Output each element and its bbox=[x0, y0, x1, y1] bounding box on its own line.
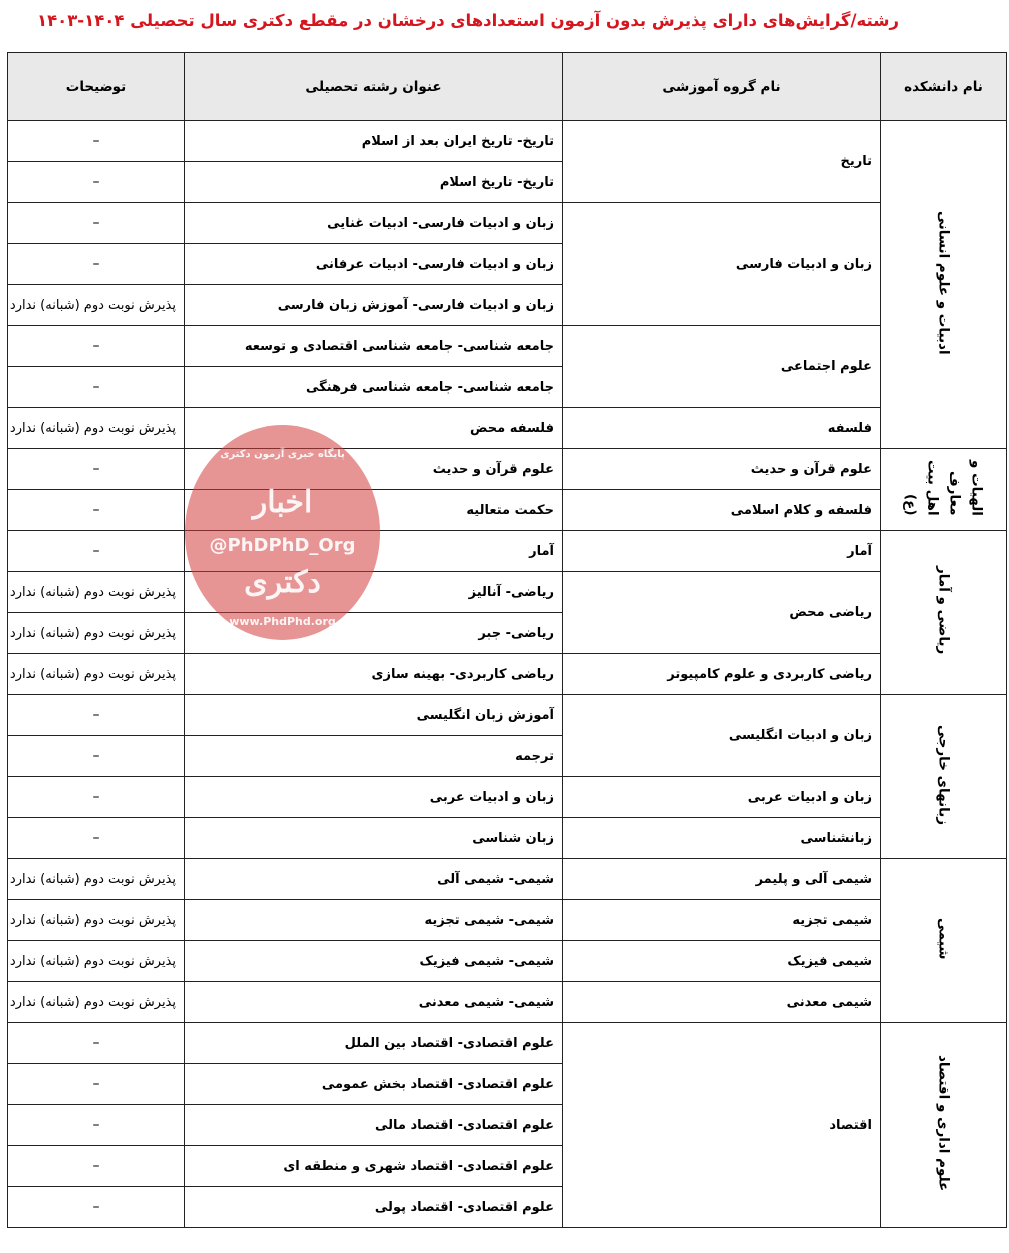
watermark-handle: @PhDPhD_Org bbox=[209, 535, 356, 556]
field-cell: علوم اقتصادی- اقتصاد بین الملل bbox=[185, 1023, 563, 1064]
watermark-site: www.PhdPhd.org bbox=[229, 615, 336, 628]
header-faculty: نام دانشکده bbox=[881, 53, 1007, 121]
note-cell: – bbox=[8, 449, 185, 490]
note-cell: پذیرش نوبت دوم (شبانه) ندارد bbox=[8, 941, 185, 982]
faculty-name-line: الهیات و bbox=[968, 459, 985, 516]
table-header-row bbox=[8, 53, 1007, 121]
table-row bbox=[8, 818, 1007, 859]
table-row bbox=[8, 900, 1007, 941]
faculty-name: شیمی bbox=[935, 917, 952, 960]
note-cell: – bbox=[8, 203, 185, 244]
note-cell: – bbox=[8, 326, 185, 367]
faculty-name: ریاضی و آمار bbox=[935, 566, 952, 655]
table-row bbox=[8, 982, 1007, 1023]
field-cell: جامعه شناسی- جامعه شناسی اقتصادی و توسعه bbox=[185, 326, 563, 367]
note-cell: پذیرش نوبت دوم (شبانه) ندارد bbox=[8, 285, 185, 326]
group-cell: ریاضی کاربردی و علوم کامپیوتر bbox=[563, 654, 881, 695]
faculty-cell bbox=[881, 121, 1007, 449]
field-cell: شیمی- شیمی تجزیه bbox=[185, 900, 563, 941]
field-cell: علوم اقتصادی- اقتصاد شهری و منطقه ای bbox=[185, 1146, 563, 1187]
group-cell: فلسفه bbox=[563, 408, 881, 449]
field-cell: شیمی- شیمی معدنی bbox=[185, 982, 563, 1023]
faculty-name: زبانهای خارجی bbox=[935, 724, 952, 825]
field-cell: زبان و ادبیات فارسی- ادبیات عرفانی bbox=[185, 244, 563, 285]
field-cell: تاریخ- تاریخ ایران بعد از اسلام bbox=[185, 121, 563, 162]
field-cell: شیمی- شیمی آلی bbox=[185, 859, 563, 900]
note-cell: پذیرش نوبت دوم (شبانه) ندارد bbox=[8, 654, 185, 695]
field-cell: ترجمه bbox=[185, 736, 563, 777]
page-title: رشته/گرایش‌های دارای پذیرش بدون آزمون استعدادهای درخشان در مقطع دکتری سال تحصیلی ۱۴۰۴-۱۴۰۳ bbox=[37, 11, 899, 30]
note-cell: پذیرش نوبت دوم (شبانه) ندارد bbox=[8, 572, 185, 613]
faculty-cell bbox=[881, 859, 1007, 1023]
faculty-cell bbox=[881, 449, 1007, 531]
note-cell: – bbox=[8, 777, 185, 818]
watermark-word2: دکتری bbox=[244, 565, 321, 600]
header-notes: توضیحات bbox=[8, 53, 185, 121]
note-cell: – bbox=[8, 1105, 185, 1146]
note-cell: – bbox=[8, 121, 185, 162]
group-cell: شیمی آلی و پلیمر bbox=[563, 859, 881, 900]
group-cell: زبان و ادبیات عربی bbox=[563, 777, 881, 818]
field-cell: زبان و ادبیات فارسی- ادبیات غنایی bbox=[185, 203, 563, 244]
faculty-name: علوم اداری و اقتصاد bbox=[935, 1054, 952, 1192]
group-cell: ریاضی محض bbox=[563, 572, 881, 654]
note-cell: – bbox=[8, 1064, 185, 1105]
note-cell: – bbox=[8, 162, 185, 203]
field-cell: زبان و ادبیات عربی bbox=[185, 777, 563, 818]
field-cell: ریاضی کاربردی- بهینه سازی bbox=[185, 654, 563, 695]
table-row bbox=[8, 859, 1007, 900]
faculty-name-line: اهل بیت bbox=[924, 459, 941, 516]
field-cell: آمار bbox=[185, 531, 563, 572]
faculty-name: ادبیات و علوم انسانی bbox=[935, 210, 952, 355]
table-row bbox=[8, 449, 1007, 490]
group-cell: تاریخ bbox=[563, 121, 881, 203]
note-cell: – bbox=[8, 1146, 185, 1187]
field-cell: حکمت متعالیه bbox=[185, 490, 563, 531]
field-cell: علوم اقتصادی- اقتصاد پولی bbox=[185, 1187, 563, 1228]
group-cell: اقتصاد bbox=[563, 1023, 881, 1228]
table-row bbox=[8, 777, 1007, 818]
note-cell: – bbox=[8, 244, 185, 285]
group-cell: شیمی تجزیه bbox=[563, 900, 881, 941]
note-cell: پذیرش نوبت دوم (شبانه) ندارد bbox=[8, 900, 185, 941]
note-cell: – bbox=[8, 818, 185, 859]
group-cell: علوم اجتماعی bbox=[563, 326, 881, 408]
faculty-cell bbox=[881, 1023, 1007, 1228]
note-cell: پذیرش نوبت دوم (شبانه) ندارد bbox=[8, 859, 185, 900]
group-cell: زبانشناسی bbox=[563, 818, 881, 859]
table-row bbox=[8, 1023, 1007, 1064]
watermark-top-text: پایگاه خبری آزمون دکتری bbox=[220, 449, 345, 460]
table-row bbox=[8, 572, 1007, 613]
faculty-name-line: معارف bbox=[946, 470, 963, 516]
note-cell: – bbox=[8, 531, 185, 572]
faculty-cell bbox=[881, 531, 1007, 695]
group-cell: آمار bbox=[563, 531, 881, 572]
field-cell: فلسفه محض bbox=[185, 408, 563, 449]
note-cell: پذیرش نوبت دوم (شبانه) ندارد bbox=[8, 613, 185, 654]
field-cell: علوم اقتصادی- اقتصاد مالی bbox=[185, 1105, 563, 1146]
table-row bbox=[8, 121, 1007, 162]
group-cell: شیمی فیزیک bbox=[563, 941, 881, 982]
group-cell: علوم قرآن و حدیث bbox=[563, 449, 881, 490]
header-field: عنوان رشته تحصیلی bbox=[185, 53, 563, 121]
note-cell: – bbox=[8, 490, 185, 531]
field-cell: تاریخ- تاریخ اسلام bbox=[185, 162, 563, 203]
note-cell: پذیرش نوبت دوم (شبانه) ندارد bbox=[8, 408, 185, 449]
table-row bbox=[8, 326, 1007, 367]
note-cell: – bbox=[8, 1023, 185, 1064]
group-cell: زبان و ادبیات انگلیسی bbox=[563, 695, 881, 777]
note-cell: – bbox=[8, 367, 185, 408]
faculty-name-line: (ع) bbox=[902, 493, 919, 516]
table-row bbox=[8, 531, 1007, 572]
table-row bbox=[8, 490, 1007, 531]
field-cell: زبان و ادبیات فارسی- آموزش زبان فارسی bbox=[185, 285, 563, 326]
field-cell: جامعه شناسی- جامعه شناسی فرهنگی bbox=[185, 367, 563, 408]
table-row bbox=[8, 941, 1007, 982]
field-cell: آموزش زبان انگلیسی bbox=[185, 695, 563, 736]
note-cell: – bbox=[8, 1187, 185, 1228]
field-cell: ریاضی- آنالیز bbox=[185, 572, 563, 613]
programs-table bbox=[7, 52, 1007, 1228]
field-cell: علوم قرآن و حدیث bbox=[185, 449, 563, 490]
group-cell: زبان و ادبیات فارسی bbox=[563, 203, 881, 326]
header-group: نام گروه آموزشی bbox=[563, 53, 881, 121]
note-cell: – bbox=[8, 695, 185, 736]
group-cell: شیمی معدنی bbox=[563, 982, 881, 1023]
watermark-word1: اخبار bbox=[252, 485, 313, 520]
note-cell: – bbox=[8, 736, 185, 777]
table-row bbox=[8, 654, 1007, 695]
field-cell: علوم اقتصادی- اقتصاد بخش عمومی bbox=[185, 1064, 563, 1105]
field-cell: ریاضی- جبر bbox=[185, 613, 563, 654]
field-cell: شیمی- شیمی فیزیک bbox=[185, 941, 563, 982]
note-cell: پذیرش نوبت دوم (شبانه) ندارد bbox=[8, 982, 185, 1023]
group-cell: فلسفه و کلام اسلامی bbox=[563, 490, 881, 531]
field-cell: زبان شناسی bbox=[185, 818, 563, 859]
table-row bbox=[8, 203, 1007, 244]
faculty-cell bbox=[881, 695, 1007, 859]
table-row bbox=[8, 695, 1007, 736]
table-row bbox=[8, 408, 1007, 449]
